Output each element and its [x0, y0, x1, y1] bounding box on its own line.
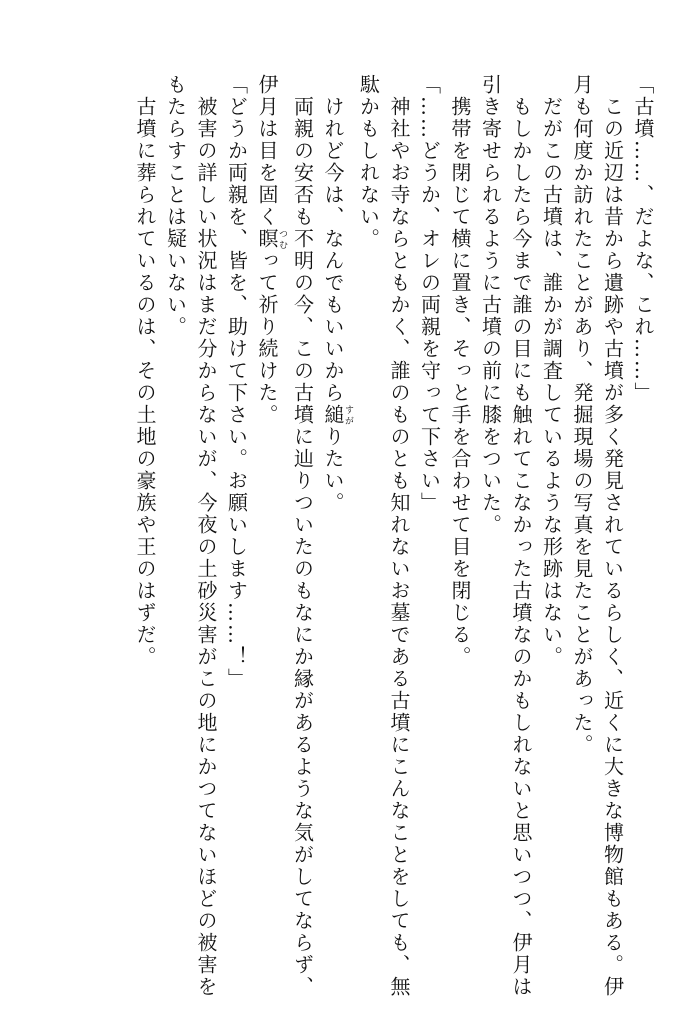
text-line-6: 引き寄せられるように古墳の前に膝をついた。	[478, 74, 503, 536]
text-line-13	[252, 74, 288, 964]
ruby-sugari-reading: すが	[343, 404, 353, 426]
text-line-14: 「どうか両親を、皆を、助けて下さい。お願いします……！」	[224, 74, 249, 690]
ruby-tsumuri-reading: つむ	[277, 228, 287, 250]
vertical-text-body	[130, 74, 659, 998]
text-line-13-lead: 伊月は目を固く	[255, 74, 279, 228]
text-line-3: 月も何度か訪れたことがあり、発掘現場の写真を見たことがあった。	[570, 74, 594, 756]
text-line-4: だがこの古墳は、誰かが調査しているような形跡はない。	[539, 74, 564, 668]
text-line-10: 駄かもしれない。	[356, 74, 381, 250]
text-line-11	[318, 74, 354, 964]
ruby-tsumuri-base: 瞑	[255, 228, 279, 250]
text-line-16: もたらすことは疑いない。	[163, 74, 188, 338]
text-line-12: 両親の安否も不明の今、この古墳に辿りついたのもなにか縁があるような気がしてならず、	[290, 74, 315, 998]
ruby-sugari	[321, 404, 353, 426]
text-line-1: 「古墳……、だよな、これ……」	[631, 74, 655, 404]
text-line-17: 古墳に葬られているのは、その土地の豪族や王のはずだ。	[133, 74, 157, 668]
text-line-7: 携帯を閉じて横に置き、そっと手を合わせて目を閉じる。	[448, 74, 472, 668]
ruby-sugari-base: 縋	[321, 404, 345, 426]
text-line-8: 「……どうか、オレの両親を守って下さい」	[417, 74, 442, 514]
text-line-5: もしかしたら今まで誰の目にも触れてこなかった古墳なのかもしれないと思いつつ、伊月は	[509, 74, 533, 998]
text-line-9: 神社やお寺ならともかく、誰のものとも知れないお墓である古墳にこんなことをしても、無	[387, 74, 411, 998]
text-line-15: 被害の詳しい状況はまだ分からないが、今夜の土砂災害がこの地にかつてないほどの被害を	[194, 74, 218, 998]
text-line-2: この近辺は昔から遺跡や古墳が多く発見されているらしく、近くに大きな博物館もある。伊	[600, 74, 625, 998]
ruby-tsumuri	[255, 228, 287, 250]
text-line-11-tail: りたい。	[321, 426, 345, 514]
text-line-11-lead: けれど今は、なんでもいいから	[321, 74, 345, 404]
text-line-13-tail: って祈り続けた。	[255, 250, 279, 426]
